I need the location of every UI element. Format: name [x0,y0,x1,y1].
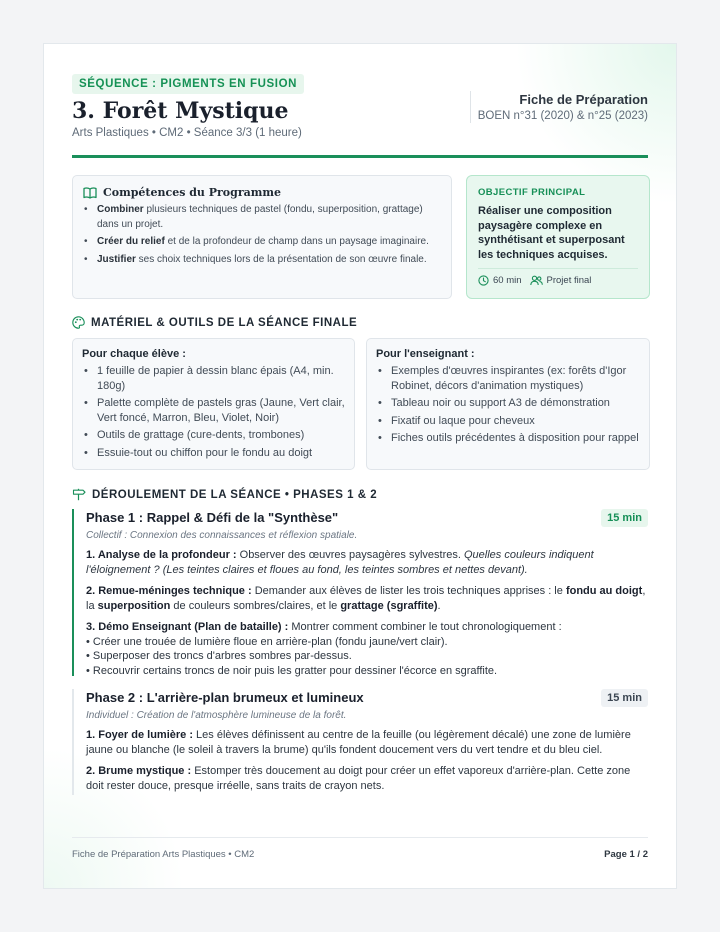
list-item [83,253,441,268]
list-item: • Tableau noir ou support A3 de démonstration [376,396,640,411]
step-text: Montrer comment combiner le tout chronologiquement : [288,621,562,633]
step-text: , la [86,585,646,612]
preparation-sheet-page [43,43,677,889]
phase-1-step-2 [86,584,648,613]
student-materials-list [82,364,345,460]
phase-1-title: Phase 1 : Rappel & Défi de la "Synthèse" [86,510,339,525]
step-text: Demander aux élèves de lister les trois techniques apprises : le [251,585,566,597]
technique-name: fondu au doigt [565,585,643,597]
list-item [83,235,441,250]
competences-heading [83,186,441,199]
phase-1 [72,509,648,676]
competences-list [83,203,441,267]
phase-1-step-1 [86,548,648,577]
page-subtitle: Arts Plastiques • CM2 • Séance 3/3 (1 heure) [72,127,302,139]
step-label: 1. Analyse de la profondeur : [86,549,237,561]
step-label: 3. Démo Enseignant (Plan de bataille) : [86,621,289,633]
sequence-tag: SÉQUENCE : PIGMENTS EN FUSION [72,74,304,94]
list-item [83,203,441,232]
list-item: • Essuie-tout ou chiffon pour le fondu au doigt [82,446,345,461]
document-type: Fiche de Préparation [519,92,648,107]
duration-meta [478,275,522,286]
teacher-materials-title: Pour l'enseignant : [376,348,475,360]
step-label: 2. Brume mystique : [86,765,192,777]
step-text: Estomper très doucement au doigt pour créer un effet vaporeux d'arrière-plan. Cette zone doit rester douce, presque irréelle, sans traits de crayon nets. [86,765,631,792]
official-reference: BOEN n°31 (2020) & n°25 (2023) [477,110,648,122]
phase-2 [72,689,648,795]
book-icon [83,187,97,199]
step-question: Quelles couleurs indiquent l'éloignement ? (Les teintes claires et floues au fond, les teintes sombres et nettes devant). [86,549,594,576]
list-item: • 1 feuille de papier à dessin blanc épais (A4, min. 180g) [82,364,345,393]
teacher-materials-box [366,338,650,470]
list-item: • Outils de grattage (cure-dents, trombones) [82,428,345,443]
materials-title: MATÉRIEL & OUTILS DE LA SÉANCE FINALE [91,316,358,329]
signpost-icon [72,488,86,501]
list-item: • Fiches outils précédentes à disposition pour rappel [376,431,640,446]
phase-2-step-1 [86,728,648,757]
demo-line: • Recouvrir certains troncs de noir puis les gratter pour dessiner l'écorce en sgraffite. [86,664,498,677]
header-divider [72,155,648,158]
technique-name: superposition [97,599,171,612]
users-icon [530,275,543,286]
page-content [72,44,648,888]
phase-2-step-2 [86,764,648,793]
competence-text: et de la profondeur de champ dans un paysage imaginaire. [164,236,429,247]
step-text: Observer des œuvres paysagères sylvestres. [236,549,464,561]
teacher-materials-list [376,364,640,446]
demo-line: • Superposer des troncs d'arbres sombres par-dessus. [86,650,352,662]
competence-keyword: Justifier [97,253,136,265]
phase-2-duration-badge: 15 min [601,689,648,707]
objective-format: Projet final [546,275,592,286]
materials-heading [72,316,357,329]
demo-line: • Créer une trouée de lumière floue en arrière-plan (fondu jaune/vert clair). [86,635,448,648]
technique-name: grattage (sgraffite) [340,599,438,612]
footer-divider [72,837,648,838]
objective-text: Réaliser une composition paysagère complexe en synthétisant et superposant les techniques acquises. [478,205,625,261]
step-text: . [437,599,441,612]
list-item: • Palette complète de pastels gras (Jaune, Vert clair, Vert foncé, Marron, Bleu, Violet, Noir) [82,396,345,425]
palette-icon [72,316,85,329]
objective-label: OBJECTIF PRINCIPAL [478,187,586,198]
phase-2-title: Phase 2 : L'arrière-plan brumeux et lumineux [86,690,364,705]
objective-duration: 60 min [493,275,522,286]
competence-keyword: Combiner [97,204,144,215]
list-item: • Exemples d'œuvres inspirantes (ex: forêts d'Igor Robinet, décors d'animation mystiques) [376,364,640,393]
objective-meta [478,268,638,286]
list-item: • Fixatif ou laque pour cheveux [376,414,640,429]
page-number: Page 1 / 2 [604,849,648,860]
document-info [470,91,648,123]
phase-1-duration-badge: 15 min [601,509,648,527]
competence-text: ses choix techniques lors de la présentation de son œuvre finale. [135,253,427,265]
phase-2-mode: Individuel : Création de l'atmosphère lumineuse de la forêt. [86,710,347,721]
step-text: de couleurs sombres/claires, et le [170,599,341,612]
competences-title: Compétences du Programme [103,186,282,199]
step-label: 1. Foyer de lumière : [86,729,193,741]
competence-keyword: Créer du relief [97,236,165,247]
procedure-heading [72,488,377,501]
step-label: 2. Remue-méninges technique : [86,585,252,597]
objective-box [466,175,650,299]
student-materials-box [72,338,355,470]
phase-1-step-3 [86,620,648,678]
format-meta [530,275,592,286]
phase-1-mode: Collectif : Connexion des connaissances et réflexion spatiale. [86,530,358,541]
student-materials-title: Pour chaque élève : [82,348,186,360]
clock-icon [478,275,489,286]
competence-text: plusieurs techniques de pastel (fondu, superposition, grattage) dans un projet. [97,204,423,230]
step-text: Les élèves définissent au centre de la feuille (ou légèrement décalé) une zone de lumière jaune ou blanche (le soleil à travers la brume) qu'ils fondent doucement vers du vert tendre et du bleu ciel. [86,729,631,756]
page-title: 3. Forêt Mystique [72,98,289,124]
procedure-title: DÉROULEMENT DE LA SÉANCE • PHASES 1 & 2 [92,488,378,501]
competences-box [72,175,452,299]
footer-label: Fiche de Préparation Arts Plastiques • CM2 [72,849,255,860]
